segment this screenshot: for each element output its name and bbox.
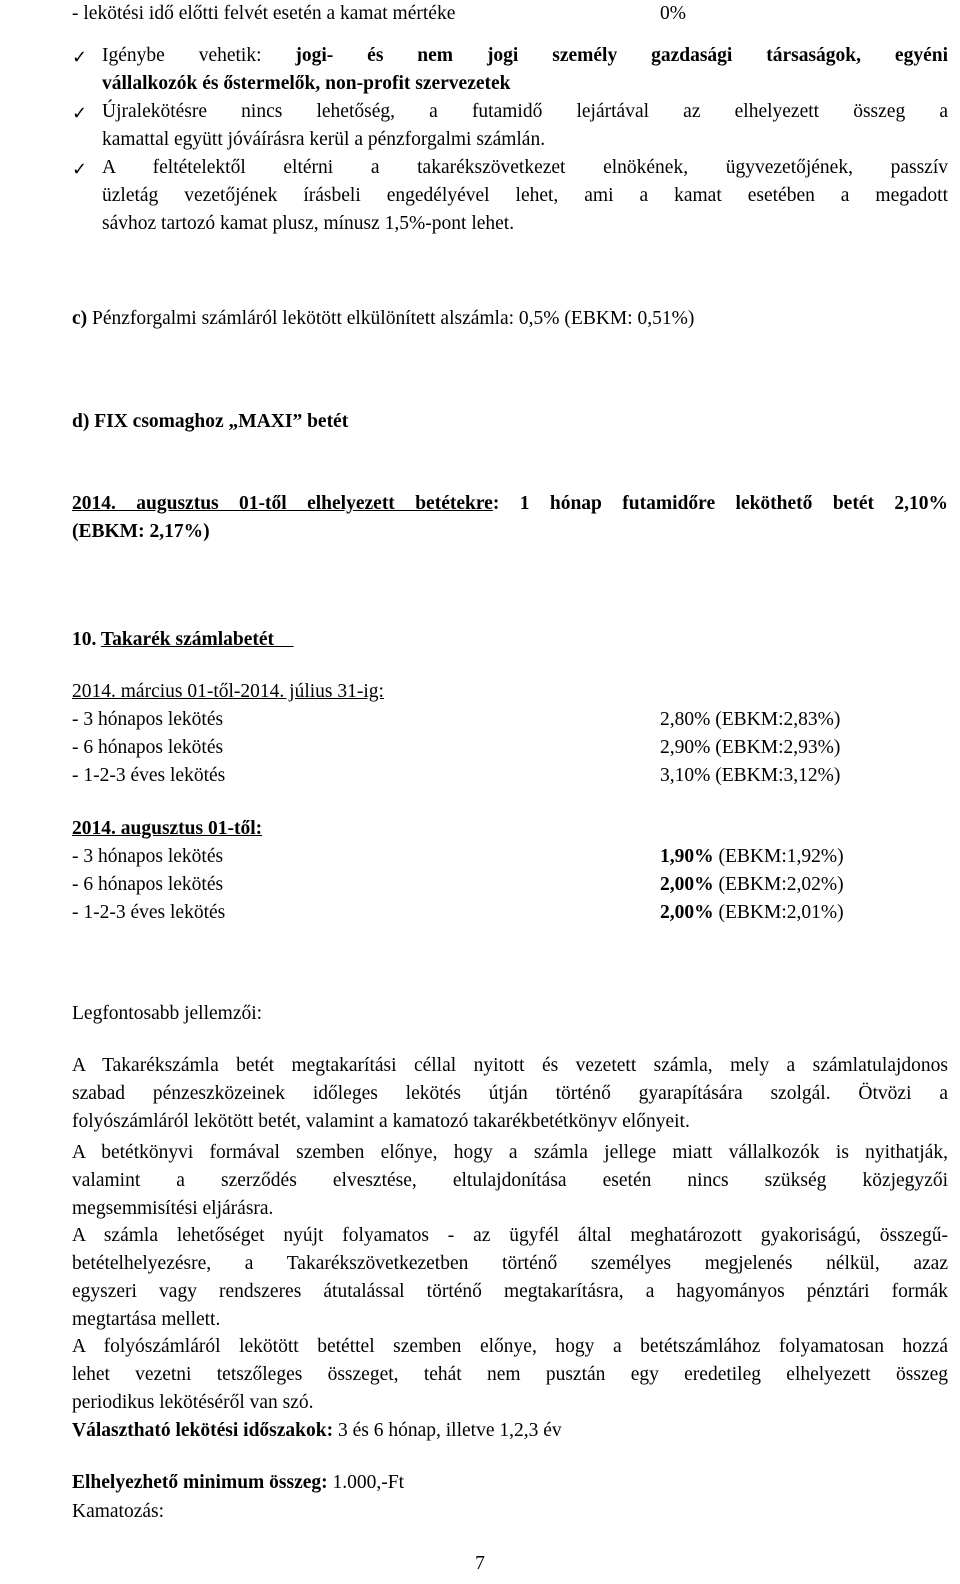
lock-periods-value: 3 és 6 hónap, illetve 1,2,3 év — [333, 1420, 562, 1441]
features-paragraph — [72, 1139, 948, 1223]
section-c-text: Pénzforgalmi számláról lekötött elkülönített alszámla: 0,5% (EBKM: 0,51%) — [87, 308, 695, 329]
bullet-eligibility — [72, 42, 948, 98]
period2-row-value — [660, 871, 844, 899]
section-d-rate: : 1 hónap futamidőre leköthető betét 2,10% — [492, 493, 948, 514]
features-paragraph — [72, 1333, 948, 1417]
period2-row-value — [660, 843, 844, 871]
section-c — [72, 305, 694, 333]
section-d-title: d) FIX csomaghoz „MAXI” betét — [72, 411, 349, 432]
period2-rate: 2,00% — [660, 874, 714, 895]
minimum-amount — [72, 1469, 404, 1497]
paragraph-line: megtartása mellett. — [72, 1309, 221, 1330]
bullet-deviation — [72, 154, 948, 238]
page-number: 7 — [475, 1553, 485, 1574]
period1-row-value: 2,90% (EBKM:2,93%) — [660, 737, 841, 758]
period2-ebkm: (EBKM:2,02%) — [713, 874, 844, 895]
renewal-line2: kamattal együtt jóváírásra kerül a pénzforgalmi számlán. — [102, 129, 546, 150]
paragraph-line: egyszeri vagy rendszeres átutalással történő megtakarításra, a hagyományos pénztári formák — [72, 1281, 948, 1302]
paragraph-line: A Takarékszámla betét megtakarítási céllal nyitott és vezetett számla, mely a számlatulajdonos — [72, 1055, 948, 1076]
early-withdrawal-value: 0% — [660, 3, 686, 24]
period2-row-label: - 1-2-3 éves lekötés — [72, 902, 226, 923]
period2-rate: 1,90% — [660, 846, 714, 867]
deviation-line1: A feltételektől eltérni a takarékszövetkezet elnökének, ügyvezetőjének, passzív — [102, 157, 948, 178]
paragraph-line: A számla lehetőséget nyújt folyamatos - az ügyfél által meghatározott gyakoriságú, összegű- — [72, 1225, 948, 1246]
paragraph-line: periodikus lekötéséről van szó. — [72, 1392, 314, 1413]
paragraph-line: szabad pénzeszközeinek időleges lekötés útján történő gyarapítására szolgál. Ötvözi a — [72, 1083, 948, 1104]
paragraph-line: megsemmisítési eljárásra. — [72, 1198, 274, 1219]
deviation-line3: sávhoz tartozó kamat plusz, mínusz 1,5%-pont lehet. — [102, 213, 515, 234]
checkmark-icon: ✓ — [72, 103, 88, 124]
features-paragraph — [72, 1222, 948, 1334]
period1-row-value: 3,10% (EBKM:3,12%) — [660, 765, 841, 786]
paragraph-line: betételhelyezésre, a Takarékszövetkezetben történő személyes megjelenés nélkül, azaz — [72, 1253, 948, 1274]
period1-heading: 2014. március 01-től-2014. július 31-ig: — [72, 681, 384, 702]
minimum-amount-value: 1.000,-Ft — [327, 1472, 405, 1493]
period2-ebkm: (EBKM:2,01%) — [713, 902, 844, 923]
interest-label: Kamatozás: — [72, 1501, 165, 1522]
section-d-date: 2014. augusztus 01-től elhelyezett betétekre — [72, 493, 493, 514]
period1-row-label: - 1-2-3 éves lekötés — [72, 765, 226, 786]
section-10-number: 10. — [72, 629, 97, 650]
section-d-line2: (EBKM: 2,17%) — [72, 521, 210, 542]
bullet-renewal — [72, 98, 948, 154]
period1-row-label: - 3 hónapos lekötés — [72, 709, 224, 730]
eligibility-prefix: Igénybe vehetik: — [102, 45, 296, 66]
section-10-name: Takarék számlabetét — [100, 629, 275, 650]
checkmark-icon: ✓ — [72, 159, 88, 180]
period2-rate: 2,00% — [660, 902, 714, 923]
paragraph-line: A betétkönyvi formával szemben előnye, hogy a számla jellege miatt vállalkozók is nyithatják, — [72, 1142, 948, 1163]
period2-ebkm: (EBKM:1,92%) — [713, 846, 844, 867]
paragraph-line: lehet vezetni tetszőleges összeget, tehát nem pusztán egy eredetileg elhelyezett összeg — [72, 1364, 948, 1385]
lock-periods-label: Választható lekötési időszakok: — [72, 1420, 334, 1441]
eligibility-bold: jogi- és nem jogi személy gazdasági társaságok, egyéni — [295, 45, 948, 66]
lock-periods — [72, 1417, 562, 1445]
section-c-marker: c) — [72, 308, 88, 329]
period2-heading: 2014. augusztus 01-től: — [72, 818, 263, 839]
features-heading: Legfontosabb jellemzői: — [72, 1003, 263, 1024]
features-paragraph — [72, 1052, 948, 1136]
paragraph-line: A folyószámláról lekötött betéttel szemben előnye, hogy a betétszámlához folyamatosan hozzá — [72, 1336, 948, 1357]
period2-row-label: - 3 hónapos lekötés — [72, 846, 224, 867]
eligibility-line2: vállalkozók és őstermelők, non-profit szervezetek — [102, 73, 511, 94]
period2-row-label: - 6 hónapos lekötés — [72, 874, 224, 895]
renewal-line1: Újralekötésre nincs lehetőség, a futamidő lejártával az elhelyezett összeg a — [102, 101, 948, 122]
checkmark-icon: ✓ — [72, 47, 88, 68]
period1-row-value: 2,80% (EBKM:2,83%) — [660, 709, 841, 730]
early-withdrawal-label: - lekötési idő előtti felvét esetén a kamat mértéke — [72, 3, 456, 24]
section-10-title — [72, 626, 294, 654]
deviation-line2: üzletág vezetőjének írásbeli engedélyével lehet, ami a kamat esetében a megadott — [102, 185, 948, 206]
section-d-line1 — [72, 490, 948, 518]
minimum-amount-label: Elhelyezhető minimum összeg: — [72, 1472, 328, 1493]
period1-row-label: - 6 hónapos lekötés — [72, 737, 224, 758]
period2-row-value — [660, 899, 844, 927]
paragraph-line: valamint a szerződés elvesztése, eltulajdonítása esetén nincs szükség közjegyzői — [72, 1170, 948, 1191]
paragraph-line: folyószámláról lekötött betét, valamint a kamatozó takarékbetétkönyv előnyeit. — [72, 1111, 690, 1132]
